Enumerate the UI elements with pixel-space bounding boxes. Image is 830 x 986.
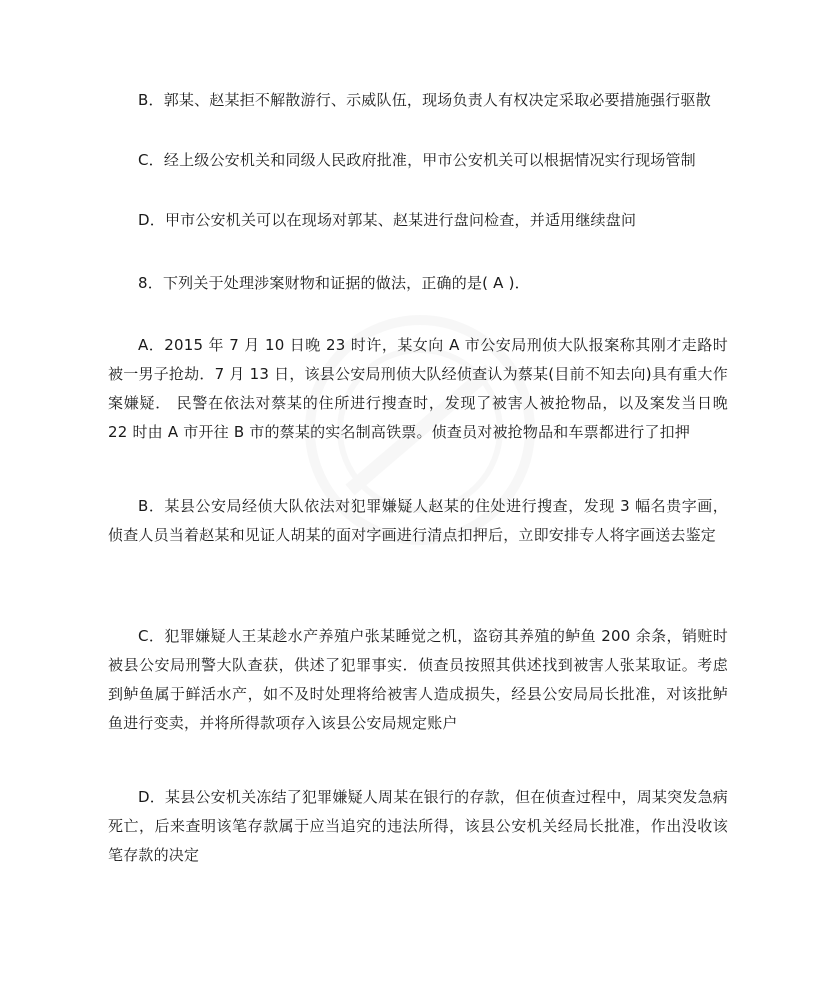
q8-option-a-paragraph: A．2015 年 7 月 10 日晚 23 时许，某女向 A 市公安局刑侦大队报案称其刚才走路时被一男子抢劫．7 月 13 日，该县公安局刑侦大队经侦查认为蔡某(目前不知去向)具有重大作案嫌疑． 民警在依法对蔡某的住所进行搜查时，发现了被害人被抢物品，以及案发当日晚 22 时由 A 市开往 B 市的蔡某的实名制高铁票。侦查员对被抢物品和车票都进行了扣押: [108, 336, 728, 441]
q8-option-b-paragraph: B．某县公安局经侦大队依法对犯罪嫌疑人赵某的住处进行搜查，发现 3 幅名贵字画，侦查人员当着赵某和见证人胡某的面对字画进行清点扣押后，立即安排专人将字画送去鉴定: [108, 497, 728, 544]
option-d-paragraph: D．甲市公安机关可以在现场对郭某、赵某进行盘问检查，并适用继续盘问: [138, 211, 637, 229]
option-b-paragraph: B．郭某、赵某拒不解散游行、示威队伍，现场负责人有权决定采取必要措施强行驱散: [138, 91, 711, 109]
q8-option-d-paragraph: D．某县公安机关冻结了犯罪嫌疑人周某在银行的存款，但在侦查过程中，周某突发急病死亡，后来查明该笔存款属于应当追究的违法所得，该县公安机关经局长批准，作出没收该笔存款的决定: [108, 788, 728, 864]
question-8-paragraph: 8．下列关于处理涉案财物和证据的做法，正确的是( A )．: [138, 274, 530, 292]
option-c-paragraph: C．经上级公安机关和同级人民政府批准，甲市公安机关可以根据情况实行现场管制: [138, 151, 696, 169]
q8-option-c-paragraph: C．犯罪嫌疑人王某趁水产养殖户张某睡觉之机，盗窃其养殖的鲈鱼 200 余条，销赃时被县公安局刑警大队查获，供述了犯罪事实．侦查员按照其供述找到被害人张某取证。考虑到鲈鱼属于鲜活水产，如不及时处理将给被害人造成损失，经县公安局局长批准，对该批鲈鱼进行变卖，并将所得款项存入该县公安局规定账户: [108, 627, 728, 732]
